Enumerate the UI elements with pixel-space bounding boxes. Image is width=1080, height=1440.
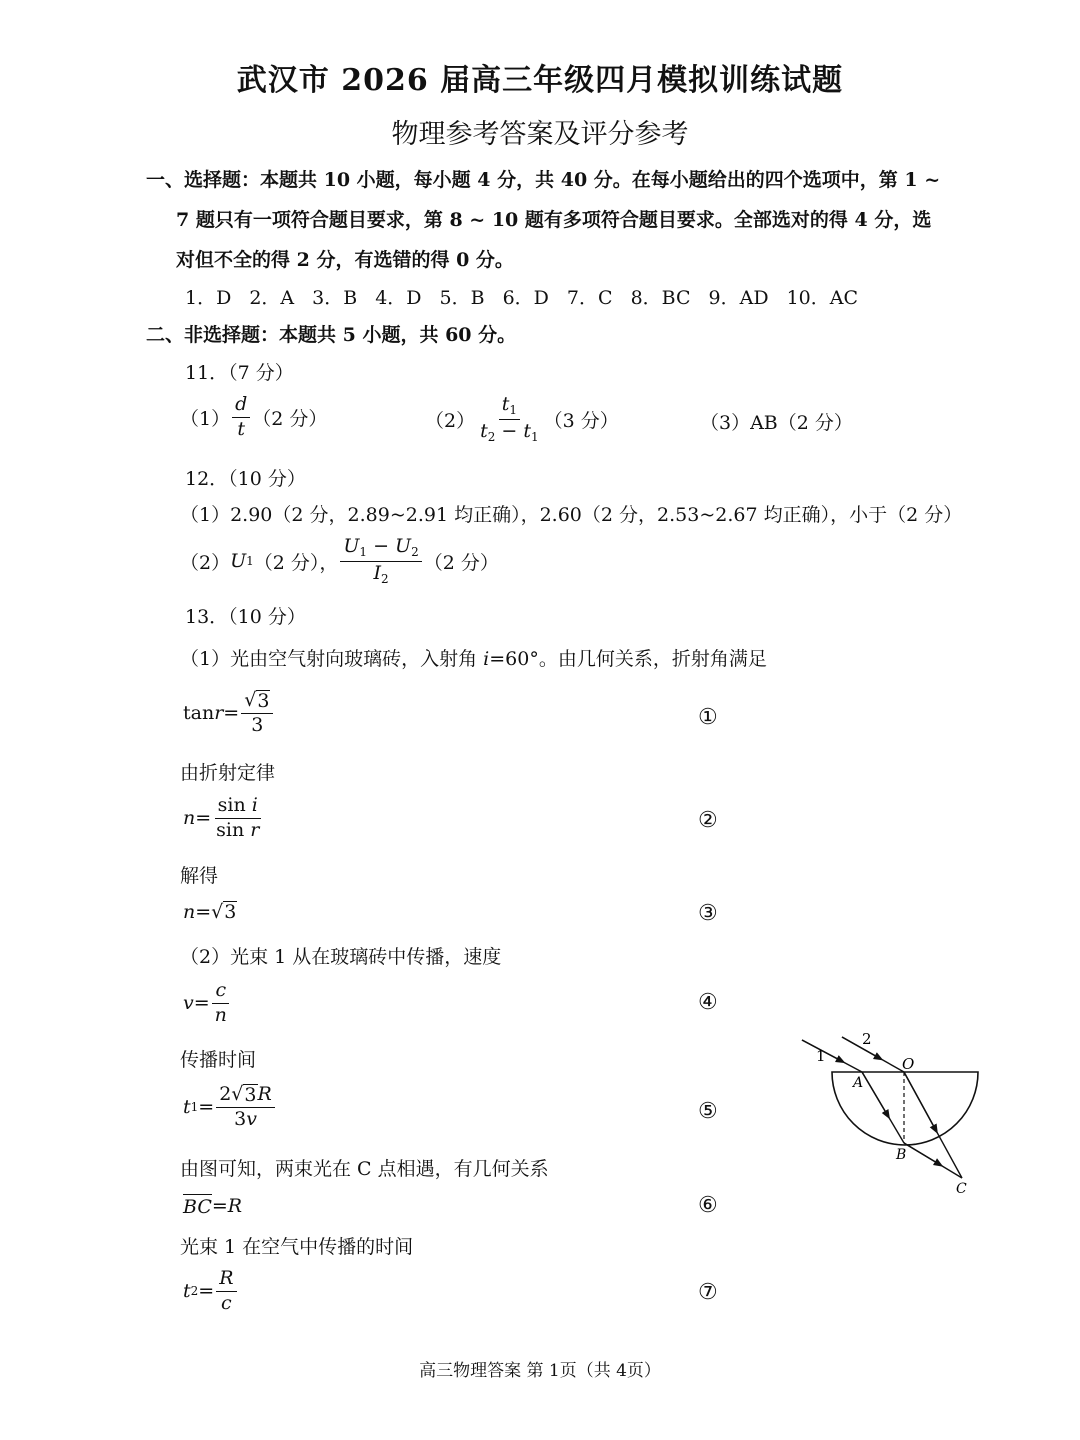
- eq1-den: 3: [251, 713, 264, 736]
- q13-text7: 光束 1 在空气中传播的时间: [180, 1236, 414, 1258]
- eq5-eq: =: [198, 1096, 215, 1119]
- q13-p1-a: （1）光由空气射向玻璃砖，入射角: [180, 648, 484, 670]
- q12-den: I: [373, 561, 381, 584]
- eq5-den-a: 3: [234, 1107, 247, 1130]
- choice-answer: 1．D: [185, 287, 232, 309]
- choice-answers: [185, 283, 876, 310]
- eq7-fraction: [216, 1268, 236, 1315]
- page-footer: 高三物理答案 第 1页（共 4页）: [419, 1361, 661, 1381]
- q13-label: 13．（10 分）: [185, 606, 306, 628]
- eq5-num-a: 2: [219, 1083, 232, 1105]
- q13-eq1: [183, 690, 275, 737]
- q12-a2-score2: （2 分）: [423, 551, 499, 574]
- q13-eq3: [183, 901, 237, 923]
- q13-text5: 传播时间: [180, 1049, 257, 1071]
- choice-answer: 6．D: [502, 287, 549, 309]
- q11-a2-score: （3 分）: [543, 409, 619, 432]
- eq3-sqrt: √ 3: [211, 901, 237, 923]
- q12-a2-prefix: （2）: [180, 551, 231, 574]
- part1-heading-line1: 一、选择题：本题共 10 小题，每小题 4 分，共 40 分。在每小题给出的四个选项中，第 1 ~: [146, 169, 941, 191]
- q11-a2-den-b: t: [523, 419, 532, 442]
- ray-1-exit-arrow: [904, 1143, 940, 1165]
- eq5-t: t: [183, 1096, 191, 1119]
- q11-a1-den: t: [237, 417, 245, 440]
- eq2-n: n: [183, 807, 196, 830]
- equation-tag-6: ⑥: [698, 1193, 718, 1218]
- q11-answer-2: [425, 394, 619, 445]
- q11-a1-score: （2 分）: [252, 407, 328, 430]
- figure-label-1: 1: [816, 1047, 826, 1065]
- eq2-den-a: sin: [216, 818, 251, 841]
- eq1-num: 3: [257, 690, 270, 712]
- q13-p1-b: =60°。由几何关系，折射角满足: [489, 648, 767, 670]
- part1-heading-line2: 7 题只有一项符合题目要求，第 8 ~ 10 题有多项符合题目要求。全部选对的得 4 分，选: [176, 209, 932, 231]
- q13-eq2: [183, 795, 264, 842]
- q11-a2-prefix: （2）: [425, 409, 476, 432]
- q13-text6: 由图可知，两束光在 C 点相遇，有几何关系: [180, 1158, 549, 1180]
- q13-eq7: [183, 1268, 239, 1315]
- eq5-t-sub: 1: [190, 1100, 199, 1115]
- eq2-fraction: [213, 795, 262, 842]
- optics-diagram: [790, 1025, 990, 1205]
- choice-answer: 4．D: [375, 287, 422, 309]
- equation-tag-2: ②: [698, 808, 718, 833]
- ray-1-refracted-arrow: [862, 1072, 888, 1116]
- choice-answer: 7．C: [566, 287, 613, 309]
- choice-answer: 5．B: [439, 287, 485, 309]
- eq5-num-c: R: [257, 1083, 272, 1105]
- q11-a1-num: d: [232, 394, 250, 418]
- eq7-t: t: [183, 1280, 191, 1303]
- equation-tag-5: ⑤: [698, 1099, 718, 1124]
- eq4-v: v: [183, 992, 194, 1015]
- q13-eq5: [183, 1084, 277, 1131]
- eq2-num-b: i: [251, 794, 258, 816]
- q11-a1-fraction: [232, 394, 250, 441]
- q11-answer-1: [180, 394, 327, 441]
- q12-num-op: −: [367, 535, 396, 557]
- eq6-lhs: BC: [183, 1196, 212, 1218]
- figure-label-c: C: [956, 1181, 967, 1197]
- q12-answer-1: （1）2.90（2 分，2.89~2.91 均正确），2.60（2 分，2.53~2.67 均正确），小于（2 分）: [180, 504, 963, 526]
- eq4-num: c: [212, 980, 229, 1004]
- q13-eq6: [183, 1194, 242, 1218]
- q12-num-a-sub: 1: [359, 545, 368, 559]
- equation-tag-7: ⑦: [698, 1280, 718, 1305]
- eq1-lhs: tan: [183, 702, 215, 725]
- q11-a2-den-a: t: [480, 419, 488, 442]
- eq5-sqrt: √ 3: [231, 1083, 257, 1106]
- figure-label-a: A: [853, 1075, 864, 1091]
- eq5-fraction: [216, 1084, 275, 1131]
- eq7-num: R: [216, 1268, 236, 1292]
- q11-a2-num-sub: 1: [509, 403, 518, 417]
- eq3-val: 3: [224, 901, 237, 923]
- equation-tag-1: ①: [698, 705, 718, 730]
- q11-a1-prefix: （1）: [180, 407, 231, 430]
- equation-tag-3: ③: [698, 901, 718, 926]
- eq5-num-b: 3: [244, 1084, 257, 1106]
- q12-a2-u-sub: 1: [246, 554, 254, 569]
- equation-tag-4: ④: [698, 990, 718, 1015]
- q12-a2-u: U: [230, 550, 247, 573]
- page-subtitle: 物理参考答案及评分参考: [391, 119, 689, 150]
- ray-2-arrow: [842, 1037, 880, 1059]
- q11-a2-den-b-sub: 1: [531, 429, 539, 444]
- eq1-fraction: [241, 690, 273, 737]
- eq2-eq: =: [195, 807, 212, 830]
- q13-text3: 解得: [180, 865, 219, 887]
- eq4-den: n: [214, 1003, 227, 1026]
- figure-label-b: B: [896, 1147, 907, 1163]
- q13-text2: 由折射定律: [180, 762, 276, 784]
- eq6-rhs: R: [227, 1195, 243, 1217]
- page-title: 武汉市 2026 届高三年级四月模拟训练试题: [236, 63, 844, 98]
- eq3-n: n: [183, 901, 196, 923]
- q11-a2-den-a-sub: 2: [487, 429, 496, 444]
- choice-answer: 9．AD: [708, 287, 769, 309]
- eq7-t-sub: 2: [190, 1284, 199, 1299]
- choice-answer: 3．B: [312, 287, 358, 309]
- q12-label: 12．（10 分）: [185, 468, 306, 490]
- q12-num-b: U: [395, 535, 412, 557]
- part1-heading-line3: 对但不全的得 2 分，有选错的得 0 分。: [176, 249, 514, 271]
- q12-num-b-sub: 2: [411, 545, 419, 559]
- choice-answer: 2．A: [249, 287, 295, 309]
- figure-label-o: O: [902, 1055, 915, 1073]
- q12-num-a: U: [343, 535, 360, 557]
- q13-part2-text: （2）光束 1 从在玻璃砖中传播，速度: [180, 946, 502, 968]
- eq6-eq: =: [211, 1195, 228, 1217]
- eq4-eq: =: [193, 992, 210, 1015]
- eq1-r: r: [214, 702, 224, 725]
- q13-eq4: [183, 980, 232, 1027]
- eq1-eq: =: [223, 702, 240, 725]
- figure-label-2: 2: [862, 1030, 872, 1048]
- eq3-eq: =: [195, 901, 212, 923]
- eq5-den-b: v: [246, 1107, 257, 1130]
- q13-p1-i: i: [483, 648, 490, 670]
- eq1-sqrt: √ 3: [244, 689, 270, 712]
- eq2-num-a: sin: [217, 794, 252, 816]
- part2-heading: 二、非选择题：本题共 5 小题，共 60 分。: [146, 324, 517, 346]
- q12-a2-fraction: [340, 536, 421, 587]
- ray-2-refracted-arrow: [904, 1072, 936, 1131]
- choice-answer: 10．AC: [786, 287, 858, 309]
- q11-label: 11．（7 分）: [185, 362, 294, 384]
- choice-answer: 8．BC: [630, 287, 691, 309]
- eq2-den-b: r: [250, 818, 260, 841]
- q11-answer-3: （3）AB（2 分）: [700, 412, 853, 434]
- q12-answer-2: [180, 536, 499, 587]
- q12-a2-score1: （2 分），: [253, 551, 339, 574]
- q11-a2-num: t: [501, 393, 510, 415]
- q13-part1-text: [180, 644, 767, 671]
- eq7-eq: =: [198, 1280, 215, 1303]
- q11-a2-den-op: −: [495, 419, 524, 442]
- eq4-fraction: [212, 980, 230, 1027]
- eq7-den: c: [221, 1291, 232, 1314]
- q12-den-sub: 2: [380, 571, 389, 586]
- q11-a2-fraction: [477, 394, 542, 445]
